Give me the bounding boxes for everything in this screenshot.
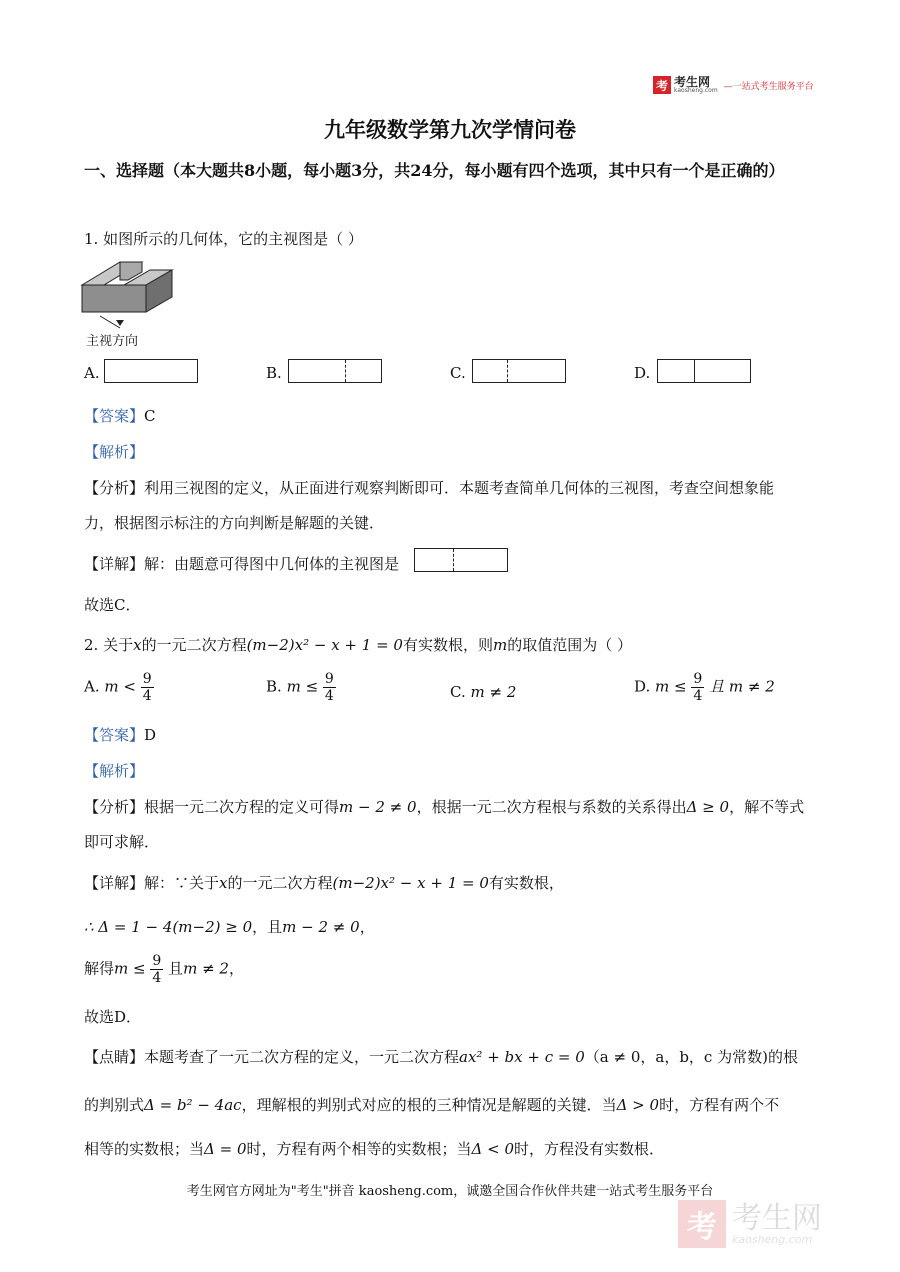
q1-fenxi-line2: 力，根据图示标注的方向判断是解题的关键． (84, 514, 385, 532)
watermark-domain: kaosheng.com (732, 1232, 813, 1246)
hidden-edge-line (507, 360, 508, 382)
q2-fenxi-line2: 即可求解． (84, 833, 160, 851)
page-title: 九年级数学第九次学情问卷 (324, 117, 576, 142)
q1-option-b-box[interactable] (288, 359, 382, 383)
q1-detail: 【详解】解：由题意可得图中几何体的主视图是 (84, 555, 400, 573)
q2-detail-line2: ∴ Δ = 1 − 4(m−2) ≥ 0，且m − 2 ≠ 0， (84, 918, 375, 936)
section-heading: 一、选择题（本大题共8小题，每小题3分，共24分，每小题有四个选项，其中只有一个是正确的） (84, 161, 785, 180)
q2-option-a[interactable]: A. m < $\frac{9}{4}$ (84, 671, 152, 704)
visible-edge-line (694, 360, 695, 382)
q1-option-a-box[interactable] (104, 359, 198, 383)
q2-detail-line1: 【详解】解：∵关于x的一元二次方程(m−2)x² − x + 1 = 0有实数根， (84, 874, 564, 892)
q1-option-d-box[interactable] (657, 359, 751, 383)
q2-analysis-tag: 【解析】 (84, 762, 145, 780)
watermark-name: 考生网 (732, 1200, 822, 1236)
page-footer: 考生网官方网址为"考生"拼音 kaosheng.com，诚邀全国合作伙伴共建一站式考生服务平台 (186, 1184, 714, 1199)
logo-tagline: —一站式考生服务平台 (723, 81, 814, 92)
q1-option-b-label[interactable]: B. (266, 364, 282, 382)
logo-name: 考生网 (674, 75, 711, 89)
hidden-edge-line (453, 549, 454, 571)
q2-dianjing-line3: 相等的实数根；当Δ = 0时，方程有两个相等的实数根；当Δ < 0时，方程没有实数根． (84, 1140, 665, 1158)
q1-stem: 1. 如图所示的几何体，它的主视图是（ ） (84, 230, 363, 248)
q2-fenxi-line1: 【分析】根据一元二次方程的定义可得m − 2 ≠ 0，根据一元二次方程根与系数的关系得出Δ ≥ 0，解不等式 (84, 798, 805, 816)
logo-mark-icon: 考 (653, 76, 671, 94)
q2-option-d[interactable]: D. m ≤ $\frac{9}{4}$ 且 m ≠ 2 (634, 671, 775, 704)
q2-option-c[interactable]: C. m ≠ 2 (450, 683, 517, 701)
q1-answer: 【答案】C (84, 407, 156, 425)
q1-figure-caption: 主视方向 (86, 334, 139, 349)
q2-conclusion: 故选D． (84, 1008, 142, 1026)
q2-stem: 2. 关于x的一元二次方程(m−2)x² − x + 1 = 0有实数根，则m的取值范围为（ ） (84, 636, 632, 654)
q1-detail-view-box (414, 548, 508, 572)
q1-analysis-tag: 【解析】 (84, 443, 145, 461)
q2-option-b[interactable]: B. m ≤ $\frac{9}{4}$ (266, 671, 334, 704)
q2-dianjing-line1: 【点睛】本题考查了一元二次方程的定义，一元二次方程ax² + bx + c = 0（a ≠ 0，a，b，c 为常数)的根 (84, 1048, 798, 1066)
q2-detail-line3: 解得m ≤ $\frac{9}{4}$ 且m ≠ 2， (84, 953, 244, 986)
q1-option-c-box[interactable] (472, 359, 566, 383)
q1-option-a-label[interactable]: A. (84, 364, 100, 382)
q2-dianjing-line2: 的判别式Δ = b² − 4ac，理解根的判别式对应的根的三种情况是解题的关键．当Δ > 0时，方程有两个不 (84, 1096, 780, 1114)
q2-answer: 【答案】D (84, 726, 157, 744)
watermark-logo (678, 1200, 822, 1248)
q1-fenxi-line1: 【分析】利用三视图的定义，从正面进行观察判断即可．本题考查简单几何体的三视图，考查空间想象能 (84, 479, 775, 497)
q1-option-c-label[interactable]: C. (450, 364, 466, 382)
q1-conclusion: 故选C． (84, 596, 141, 614)
q1-option-d-label[interactable]: D. (634, 364, 651, 382)
q1-solid-figure (80, 258, 180, 330)
header-logo (653, 74, 814, 96)
watermark-mark-icon: 考 (678, 1200, 726, 1248)
hidden-edge-line (345, 360, 346, 382)
logo-domain: kaosheng.com (674, 87, 718, 94)
